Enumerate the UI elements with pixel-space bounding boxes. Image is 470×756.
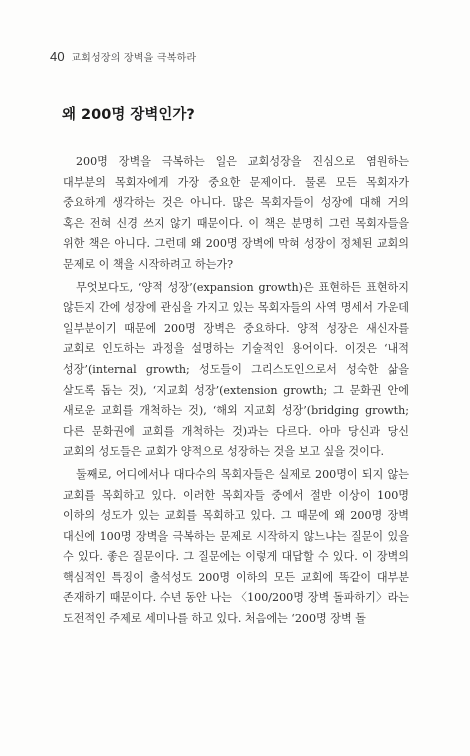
section-title: 왜 200명 장벽인가? [62,107,195,123]
running-head [50,49,196,64]
paragraph: 둘째로, 어디에서나 대다수의 목회자들은 실제로 200명이 되지 않는 교회를 목회하고 있다. 이러한 목회자들 중에서 절반 이상이 100명 이하의 성도가 있는 교회를 목회하고 있다. 그 때문에 왜 200명 장벽 대신에 100명 장벽을 극복하는 문제로 시작하지 않느냐는 질문이 있을 수 있다. 좋은 질문이다. 그 질문에는 이렇게 대답할 수 있다. 이 장벽의 핵심적인 특징이 출석성도 200명 이하의 모든 교회에 똑같이 대부분 존재하기 때문이다. 수년 동안 나는 〈100/200명 장벽 돌파하기〉라는 도전적인 주제로 세미나를 하고 있다. 처음에는 ‘200명 장벽 돌 [63,467,409,626]
paragraph: 200명 장벽을 극복하는 일은 교회성장을 진심으로 염원하는 대부분의 목회자에게 가장 중요한 문제이다. 물론 모든 목회자가 중요하게 생각하는 것은 아니다. 많은 목회자들이 성장에 대해 거의 혹은 전혀 신경 쓰지 않기 때문이다. 이 책은 분명히 그런 목회자들을 위한 책은 아니다. 그런데 왜 200명 장벽에 막혀 성장이 정체된 교회의 문제로 이 책을 시작하려고 하는가? [63,155,409,271]
page-number: 40 [50,49,65,64]
paragraph: 무엇보다도, ‘양적 성장’(expansion growth)은 표현하든 표현하지 않든지 간에 성장에 관심을 가지고 있는 목회자들의 사역 명세서 가운데 일부분이기 때문에 200명 장벽은 중요하다. 양적 성장은 새신자를 교회로 인도하는 과정을 설명하는 기술적인 용어이다. 이것은 ‘내적 성장’(internal growth; 성도들이 그리스도인으로서 성숙한 삶을 살도록 돕는 것), ‘지교회 성장’(extension growth; 그 문화권 안에 새로운 교회를 개척하는 것), ‘해외 지교회 성장’(bridging growth; 다른 문화권에 교회를 개척하는 것)과는 다르다. 아마 당신과 당신 교회의 성도들은 교회가 양적으로 성장하는 것을 보고 싶을 것이다. [63,280,409,459]
running-head-title: 교회성장의 장벽을 극복하라 [71,53,197,64]
body-text [63,152,409,632]
